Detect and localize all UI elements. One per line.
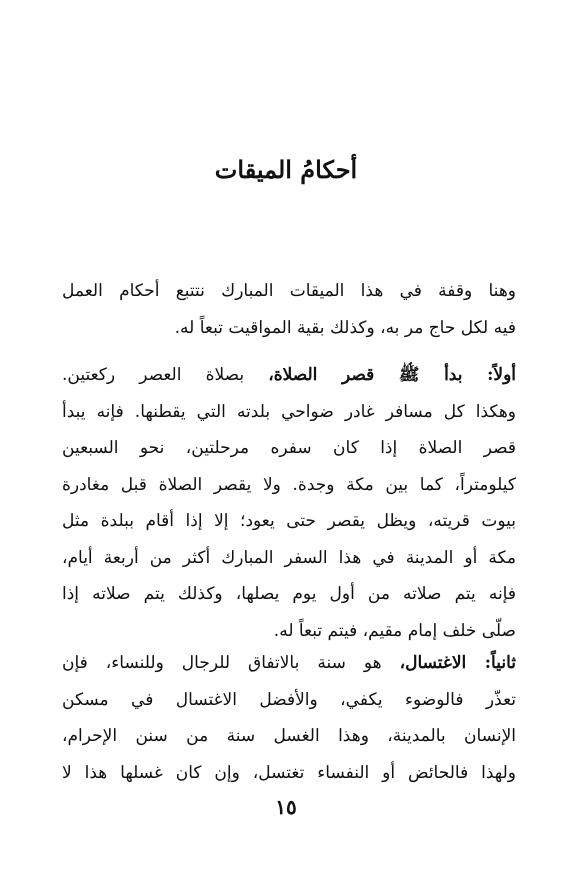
text-line	[62, 645, 516, 682]
text-line: قصر الصلاة إذا كان سفره مرحلتين، نحو السبعين	[62, 438, 516, 458]
paragraph-second	[62, 645, 516, 791]
text-line: ولهذا فالحائض أو النفساء تغتسل، وإن كان غسلها هذا لا	[62, 762, 516, 783]
text-line: فيه لكل حاج مر به، وكذلك بقية المواقيت تبعاً له.	[174, 317, 516, 338]
text-line: صلّى خلف إمام مقيم، فيتم تبعاً له.	[273, 620, 516, 641]
text-line-rest: بصلاة العصر ركعتين.	[62, 365, 269, 385]
page-number: ١٥	[275, 795, 297, 819]
paragraph-first	[62, 357, 516, 649]
text-line: تعذّر فالوضوء يكفي، والأفضل الاغتسال في مسكن	[62, 689, 516, 710]
text-line: فإنه يتم صلاته من أول يوم يصلها، وكذلك يتم صلاته إذا	[62, 584, 516, 604]
text-line: وهنا وقفة في هذا الميقات المبارك نتتبع أحكام العمل	[62, 281, 516, 301]
text-line: بيوت قريته، ويظل يقصر حتى يعود؛ إلا إذا أقام ببلدة مثل	[62, 511, 516, 531]
paragraph-lead: أولاً: بدأ ﷺ قصر الصلاة،	[268, 365, 516, 385]
chapter-title: أحكامُ الميقات	[214, 155, 358, 184]
text-line: الإنسان بالمدينة، وهذا الغسل سنة من سنن الإحرام،	[62, 726, 516, 746]
text-line	[62, 357, 516, 394]
paragraph-lead: ثانياً: الاغتسال،	[399, 653, 516, 673]
text-line: كيلومتراً، كما بين مكة وجدة. ولا يقصر الصلاة قبل مغادرة	[62, 474, 516, 495]
text-line: وهكذا كل مسافر غادر ضواحي بلدته التي يقطنها. فإنه يبدأ	[62, 401, 516, 422]
paragraph-intro	[62, 273, 516, 346]
text-line-rest: هو سنة بالاتفاق للرجال وللنساء، فإن	[62, 653, 400, 673]
text-line: مكة أو المدينة في هذا السفر المبارك أكثر من أربعة أيام،	[62, 547, 516, 568]
